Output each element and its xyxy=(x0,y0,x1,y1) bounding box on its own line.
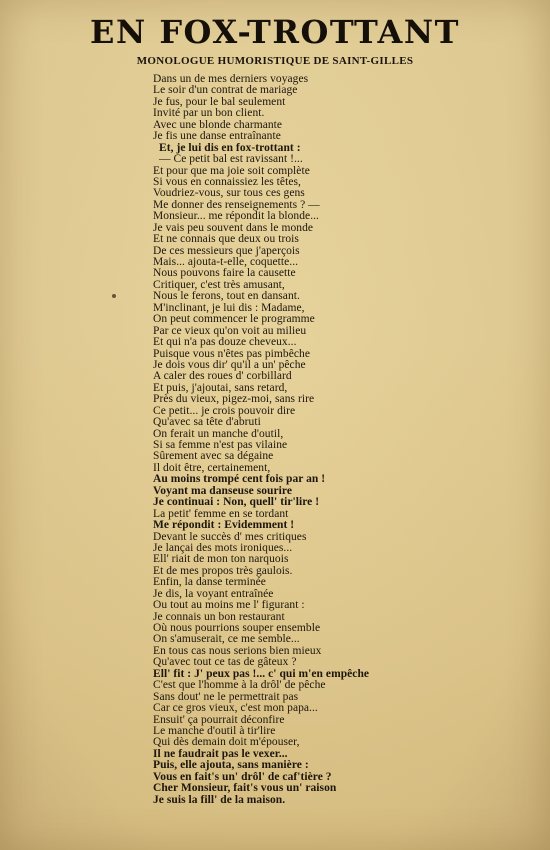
poem-line: Le manche d'outil à tir'lire xyxy=(153,724,276,737)
poem-line: Qui dès demain doit m'épouser, xyxy=(153,736,300,749)
poem-line: Car ce gros vieux, c'est mon papa... xyxy=(153,702,318,715)
poem-line: Nous le ferons, tout en dansant. xyxy=(153,290,300,303)
poem-line: La petit' femme en se tordant xyxy=(153,507,289,520)
poem-line: Si sa femme n'est pas vilaine xyxy=(153,439,288,451)
poem-line: Et, je lui dis en fox-trottant : xyxy=(159,141,301,154)
poem-line: Puis, elle ajouta, sans manière : xyxy=(153,759,309,772)
poem-line: Par ce vieux qu'on voit au milieu xyxy=(153,324,307,337)
poem-line: Voyant ma danseuse sourire xyxy=(153,484,292,497)
poem-line: Dans un de mes derniers voyages xyxy=(153,73,309,85)
poem-line: Avec une blonde charmante xyxy=(153,118,283,131)
poem-line: Il ne faudrait pas le vexer... xyxy=(153,747,288,760)
poem-line: Je fis une danse entraînante xyxy=(153,130,281,143)
poem-line: Critiquer, c'est très amusant, xyxy=(153,278,285,291)
poem-line: Où nous pourrions souper ensemble xyxy=(153,622,321,634)
poem-line: On peut commencer le programme xyxy=(153,313,315,326)
poem-line: Il doit être, certainement, xyxy=(153,461,271,474)
poem-line: En tous cas nous serions bien mieux xyxy=(153,644,322,657)
poem-line: Je lançai des mots ironiques... xyxy=(153,541,293,554)
poem-line: Vous en fait's un' drôl' de caf'tière ? xyxy=(153,770,332,783)
poem-line: M'inclinant, je lui dis : Madame, xyxy=(153,301,305,314)
poem-line: Puisque vous n'êtes pas pimbêche xyxy=(153,347,310,360)
poem-line: Sûrement avec sa dégaine xyxy=(153,450,274,463)
poem-line: Je fus, pour le bal seulement xyxy=(153,95,286,108)
poem-line: Je connais un bon restaurant xyxy=(153,610,285,623)
poem-line: Nous pouvons faire la causette xyxy=(153,267,296,280)
poem-line: Et de mes propos très gaulois. xyxy=(153,564,293,577)
ink-spot xyxy=(112,294,116,298)
poem-line: Qu'avec sa tête d'abruti xyxy=(153,416,261,429)
poem-line: Sans dout' ne le permettrait pas xyxy=(153,690,299,703)
poem-line: Ce petit... je crois pouvoir dire xyxy=(153,404,296,417)
poem-line: Je dois vous dir' qu'il a un' pêche xyxy=(153,358,306,371)
poem-line: Si vous en connaissiez les têtes, xyxy=(153,175,301,188)
page-title: EN FOX-TROTTANT xyxy=(90,13,460,51)
poem-line: Voudriez-vous, sur tous ces gens xyxy=(153,187,305,200)
poem-line: De ces messieurs que j'aperçois xyxy=(153,244,300,257)
poem-line: Me répondit : Evidemment ! xyxy=(153,519,295,532)
poem-line: Au moins trompé cent fois par an ! xyxy=(153,473,326,486)
poem-line: — Ce petit bal est ravissant !... xyxy=(159,153,303,166)
poem-line: A caler des roues d' corbillard xyxy=(153,370,292,383)
poem-line: Enfin, la danse terminée xyxy=(153,576,266,589)
poem-line: C'est que l'homme à la drôl' de pêche xyxy=(153,679,326,692)
poem-line: Mais... ajouta-t-elle, coquette... xyxy=(153,256,299,268)
poem-line: On ferait un manche d'outil, xyxy=(153,427,284,440)
page-subtitle: MONOLOGUE HUMORISTIQUE DE SAINT-GILLES xyxy=(136,55,414,67)
poem-line: Et ne connais que deux ou trois xyxy=(153,233,299,246)
poem-line: Ensuit' ça pourrait déconfire xyxy=(153,713,285,726)
poem-line: Qu'avec tout ce tas de gâteux ? xyxy=(153,656,297,669)
poem-line: Ell' fit : J' peux pas !... c' qui m'en empêche xyxy=(153,667,370,680)
poem-line: Invité par un bon client. xyxy=(153,107,265,120)
poem-line: Ell' riait de mon ton narquois xyxy=(153,553,289,566)
poem-line: Cher Monsieur, fait's vous un' raison xyxy=(153,782,337,795)
poem-line: Je dis, la voyant entraînée xyxy=(153,587,274,600)
poem-line: Je continuai : Non, quell' tir'lire ! xyxy=(153,496,320,509)
poem-line: Devant le succès d' mes critiques xyxy=(153,530,307,543)
poem-line: Et puis, j'ajoutai, sans retard, xyxy=(153,381,288,394)
poem-line: Près du vieux, pigez-moi, sans rire xyxy=(153,393,315,406)
poem-line: Et pour que ma joie soit complète xyxy=(153,164,310,177)
poem-line: Ou tout au moins me l' figurant : xyxy=(153,599,305,612)
poem-line: On s'amuserait, ce me semble... xyxy=(153,633,300,646)
poem-line: Je vais peu souvent dans le monde xyxy=(153,221,314,234)
poem-line: Je suis la fill' de la maison. xyxy=(153,793,286,806)
poem-line: Me donner des renseignements ? — xyxy=(153,198,320,211)
poem-body xyxy=(153,74,533,806)
poem-line: Monsieur... me répondit la blonde... xyxy=(153,210,319,223)
poem-line: Le soir d'un contrat de mariage xyxy=(153,84,298,97)
poem-line: Et qui n'a pas douze cheveux... xyxy=(153,336,297,349)
